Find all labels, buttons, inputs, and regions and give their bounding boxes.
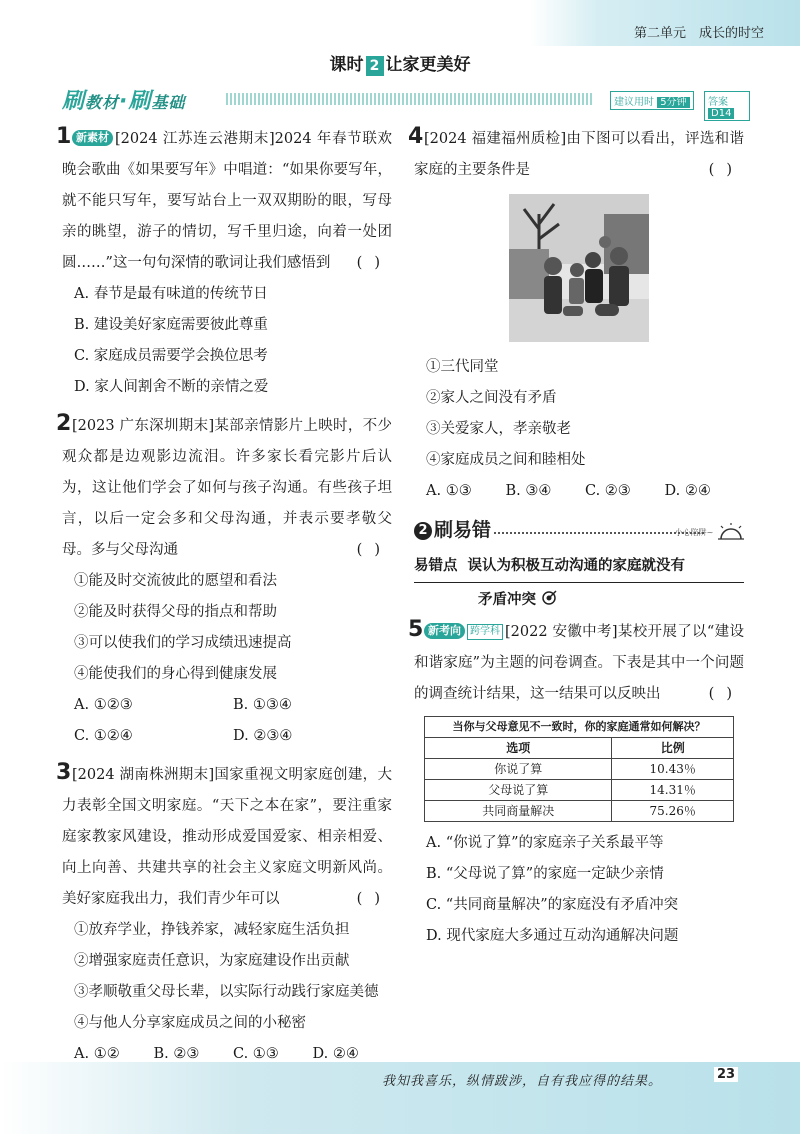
question-number: 1 — [56, 124, 72, 149]
section-title: 2 刷易错 — [414, 519, 491, 541]
new-direction-tag: 新考向 — [424, 623, 465, 639]
option-a[interactable]: A. ①③ — [426, 483, 472, 499]
question-1 — [56, 124, 392, 403]
answer-blank[interactable]: () — [708, 162, 744, 178]
question-5 — [408, 617, 744, 952]
page-number: 23 — [714, 1067, 738, 1082]
option-d[interactable]: D. 现代家庭大多通过互动沟通解决问题 — [426, 928, 679, 944]
right-column — [408, 124, 744, 952]
banner-stripes — [226, 93, 594, 105]
statement-3: ③孝顺敬重父母长辈，以实际行动践行家庭美德 — [74, 984, 379, 1000]
left-column — [56, 124, 392, 1070]
option-a[interactable]: A. 春节是最有味道的传统节日 — [74, 286, 268, 302]
family-illustration — [509, 194, 649, 342]
answer-blank[interactable]: () — [356, 255, 392, 271]
option-c[interactable]: C. ②③ — [585, 483, 631, 499]
statement-3: ③可以使我们的学习成绩迅速提高 — [74, 635, 292, 651]
question-stem: [2023 广东深圳期末]某部亲情影片上映时，不少观众都是边观影边流泪。许多家长看完影片后认为，这让他们学会了如何与孩子沟通。有些孩子坦言，以后一定会多和父母沟通，并表示要孝敬父母。多与父母沟通 () — [62, 411, 392, 566]
statement-1: ①能及时交流彼此的愿望和看法 — [74, 573, 277, 589]
options — [62, 690, 392, 752]
statement-1: ①放弃学业，挣钱养家，减轻家庭生活负担 — [74, 922, 350, 938]
sun-icon: 小心陷阱~ — [675, 517, 744, 553]
dotted-line — [494, 532, 704, 534]
page-footer — [0, 1062, 800, 1134]
question-number: 2 — [56, 411, 72, 436]
option-d[interactable]: D. ②④ — [664, 483, 711, 499]
statement-4: ④与他人分享家庭成员之间的小秘密 — [74, 1015, 306, 1031]
statement-4: ④家庭成员之间和睦相处 — [426, 452, 586, 468]
option-c[interactable]: C. 家庭成员需要学会换位思考 — [74, 348, 268, 364]
footer-motto: 我知我喜乐，纵情跋涉，自有我应得的结果。 — [382, 1074, 663, 1089]
answer-blank[interactable]: () — [356, 542, 392, 558]
suggested-time: 建议用时 5分钟 — [610, 91, 694, 110]
options — [414, 476, 744, 507]
option-c[interactable]: C. “共同商量解决”的家庭没有矛盾冲突 — [426, 897, 679, 913]
statement-3: ③关爱家人，孝亲敬老 — [426, 421, 571, 437]
error-point: 易错点 误认为积极互动沟通的家庭就没有 — [414, 551, 744, 583]
question-stem: [2024 福建福州质检]由下图可以看出，评选和谐家庭的主要条件是 () — [414, 124, 744, 186]
lesson-number: 2 — [366, 56, 384, 76]
answer-blank[interactable]: () — [356, 891, 392, 907]
question-stem: [2024 湖南株洲期末]国家重视文明家庭创建，大力表彰全国文明家庭。“天下之本在家”，要注重家庭家教家风建设，推动形成爱国爱家、相亲相爱、向上向善、共建共享的社会主义家庭文明新风尚。美好家庭我出力，我们青少年可以 () — [62, 760, 392, 915]
table-row: 共同商量解决 75.26％ — [425, 801, 734, 822]
cross-discipline-tag: 跨学科 — [467, 624, 503, 640]
table-row: 你说了算 10.43％ — [425, 759, 734, 780]
option-b[interactable]: B. ②③ — [153, 1046, 200, 1062]
answer-blank[interactable]: () — [708, 686, 744, 702]
option-c[interactable]: C. ①②④ — [74, 728, 133, 744]
option-b[interactable]: B. 建设美好家庭需要彼此尊重 — [74, 317, 268, 333]
question-3 — [56, 760, 392, 1070]
section-banner — [62, 84, 750, 119]
table-row: 父母说了算 14.31％ — [425, 780, 734, 801]
table-header-ratio: 比例 — [612, 738, 734, 759]
question-stem: 新素材 [2024 江苏连云港期末]2024 年春节联欢晚会歌曲《如果要写年》中唱道：“如果你要写年，就不能只写年，要写站台上一双双期盼的眼，写母亲的眺望，游子的情切，写千里归途，向着一处团圆……”这一句句深情的歌词让我们感悟到 () — [62, 124, 392, 279]
lesson-name: 让家更美好 — [385, 55, 471, 75]
statement-1: ①三代同堂 — [426, 359, 499, 375]
question-number: 3 — [56, 760, 72, 785]
table-question: 当你与父母意见不一致时，你的家庭通常如何解决？ — [425, 717, 734, 738]
statement-2: ②增强家庭责任意识，为家庭建设作出贡献 — [74, 953, 350, 969]
question-2 — [56, 411, 392, 752]
table-header-option: 选项 — [425, 738, 612, 759]
option-a[interactable]: A. “你说了算”的家庭亲子关系最平等 — [426, 835, 664, 851]
statement-2: ②家人之间没有矛盾 — [426, 390, 557, 406]
target-icon — [541, 590, 557, 606]
answer-ref: 答案 D14 — [704, 91, 750, 121]
option-d[interactable]: D. 家人间割舍不断的亲情之爱 — [74, 379, 269, 395]
survey-table — [424, 716, 734, 822]
new-material-tag: 新素材 — [72, 130, 113, 146]
unit-header — [530, 0, 800, 46]
brand-logo: 刷教材·刷基础 — [62, 89, 186, 114]
option-a[interactable]: A. ①②③ — [74, 697, 133, 713]
option-d[interactable]: D. ②③④ — [233, 728, 293, 744]
option-d[interactable]: D. ②④ — [312, 1046, 359, 1062]
question-4 — [408, 124, 744, 507]
error-section-header — [414, 515, 744, 551]
unit-title: 第二单元 成长的时空 — [633, 26, 764, 41]
option-a[interactable]: A. ①② — [74, 1046, 120, 1062]
question-stem: 新考向 跨学科 [2022 安徽中考]某校开展了以“建设和谐家庭”为主题的问卷调查。下表是其中一个问题的调查统计结果，这一结果可以反映出 () — [414, 617, 744, 710]
statement-4: ④能使我们的身心得到健康发展 — [74, 666, 277, 682]
option-b[interactable]: B. “父母说了算”的家庭一定缺少亲情 — [426, 866, 664, 882]
error-point-label: 易错点 — [414, 558, 458, 574]
option-b[interactable]: B. ①③④ — [233, 697, 292, 713]
statement-2: ②能及时获得父母的指点和帮助 — [74, 604, 277, 620]
option-b[interactable]: B. ③④ — [505, 483, 552, 499]
error-point-cont: 矛盾冲突 — [414, 583, 744, 617]
question-number: 5 — [408, 617, 424, 642]
question-number: 4 — [408, 124, 424, 149]
lesson-prefix: 课时 — [329, 55, 364, 75]
lesson-title — [0, 50, 800, 76]
option-c[interactable]: C. ①③ — [233, 1046, 279, 1062]
